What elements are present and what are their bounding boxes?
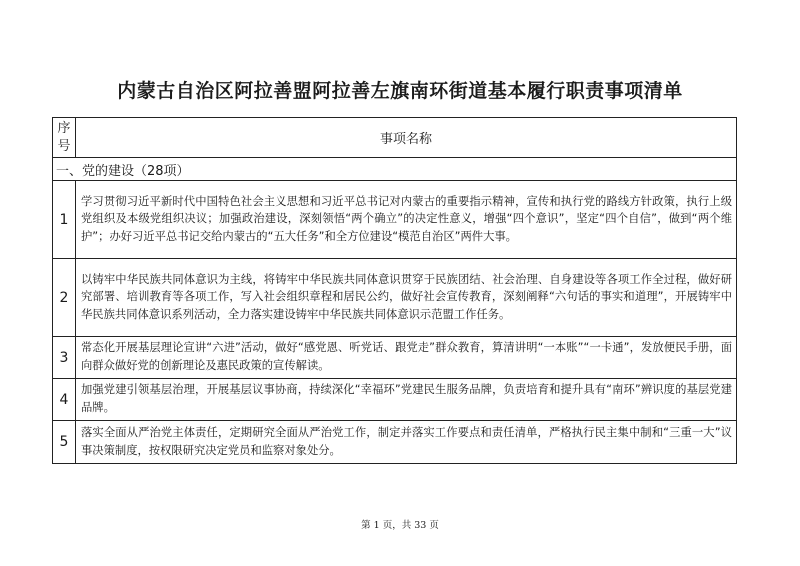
section-row: [53, 158, 737, 181]
item-number: 1: [53, 181, 76, 259]
item-text: 以铸牢中华民族共同体意识为主线，将铸牢中华民族共同体意识贯穿于民族团结、社会治理、自身建设等各项工作全过程，做好研究部署、培训教育等各项工作，写入社会组织章程和居民公约，做好社会宣传教育，深刻阐释“六句话的事实和道理”，开展铸牢中华民族共同体意识系列活动，全力落实建设铸牢中华民族共同体意识示范盟工作任务。: [76, 259, 737, 337]
table-row: [53, 379, 737, 421]
table-row: [53, 421, 737, 464]
item-text: 常态化开展基层理论宣讲“六进”活动，做好“感党恩、听党话、跟党走”群众教育，算清讲明“一本账”“一卡通”，发放便民手册，面向群众做好党的创新理论及惠民政策的宣传解读。: [76, 337, 737, 379]
item-number: 2: [53, 259, 76, 337]
table-header-row: [53, 118, 737, 158]
seq-header-line2: 号: [57, 138, 71, 154]
item-text: 加强党建引领基层治理，开展基层议事协商，持续深化“幸福环”党建民生服务品牌，负责培育和提升具有“南环”辨识度的基层党建品牌。: [76, 379, 737, 421]
table-row: [53, 181, 737, 259]
item-number: 3: [53, 337, 76, 379]
item-number: 4: [53, 379, 76, 421]
table-row: [53, 337, 737, 379]
item-text: 学习贯彻习近平新时代中国特色社会主义思想和习近平总书记对内蒙古的重要指示精神，宣传和执行党的路线方针政策，执行上级党组织及本级党组织决议；加强政治建设，深刻领悟“两个确立”的决定性意义，增强“四个意识”，坚定“四个自信”，做到“两个维护”；办好习近平总书记交给内蒙古的“五大任务”和全方位建设“模范自治区”两件大事。: [76, 181, 737, 259]
item-number: 5: [53, 421, 76, 464]
seq-column-header: [53, 118, 76, 158]
section-heading: 一、党的建设（28项）: [53, 158, 737, 181]
item-text: 落实全面从严治党主体责任，定期研究全面从严治党工作，制定并落实工作要点和责任清单，严格执行民主集中制和“三重一大”议事决策制度，按权限研究决定党员和监察对象处分。: [76, 421, 737, 464]
page-footer: 第 1 页，共 33 页: [361, 520, 439, 531]
seq-header-line1: 序: [57, 120, 71, 136]
duty-items-table: [52, 117, 737, 464]
document-title: 内蒙古自治区阿拉善盟阿拉善左旗南环街道基本履行职责事项清单: [117, 80, 683, 102]
item-name-column-header: 事项名称: [76, 118, 737, 158]
table-row: [53, 259, 737, 337]
